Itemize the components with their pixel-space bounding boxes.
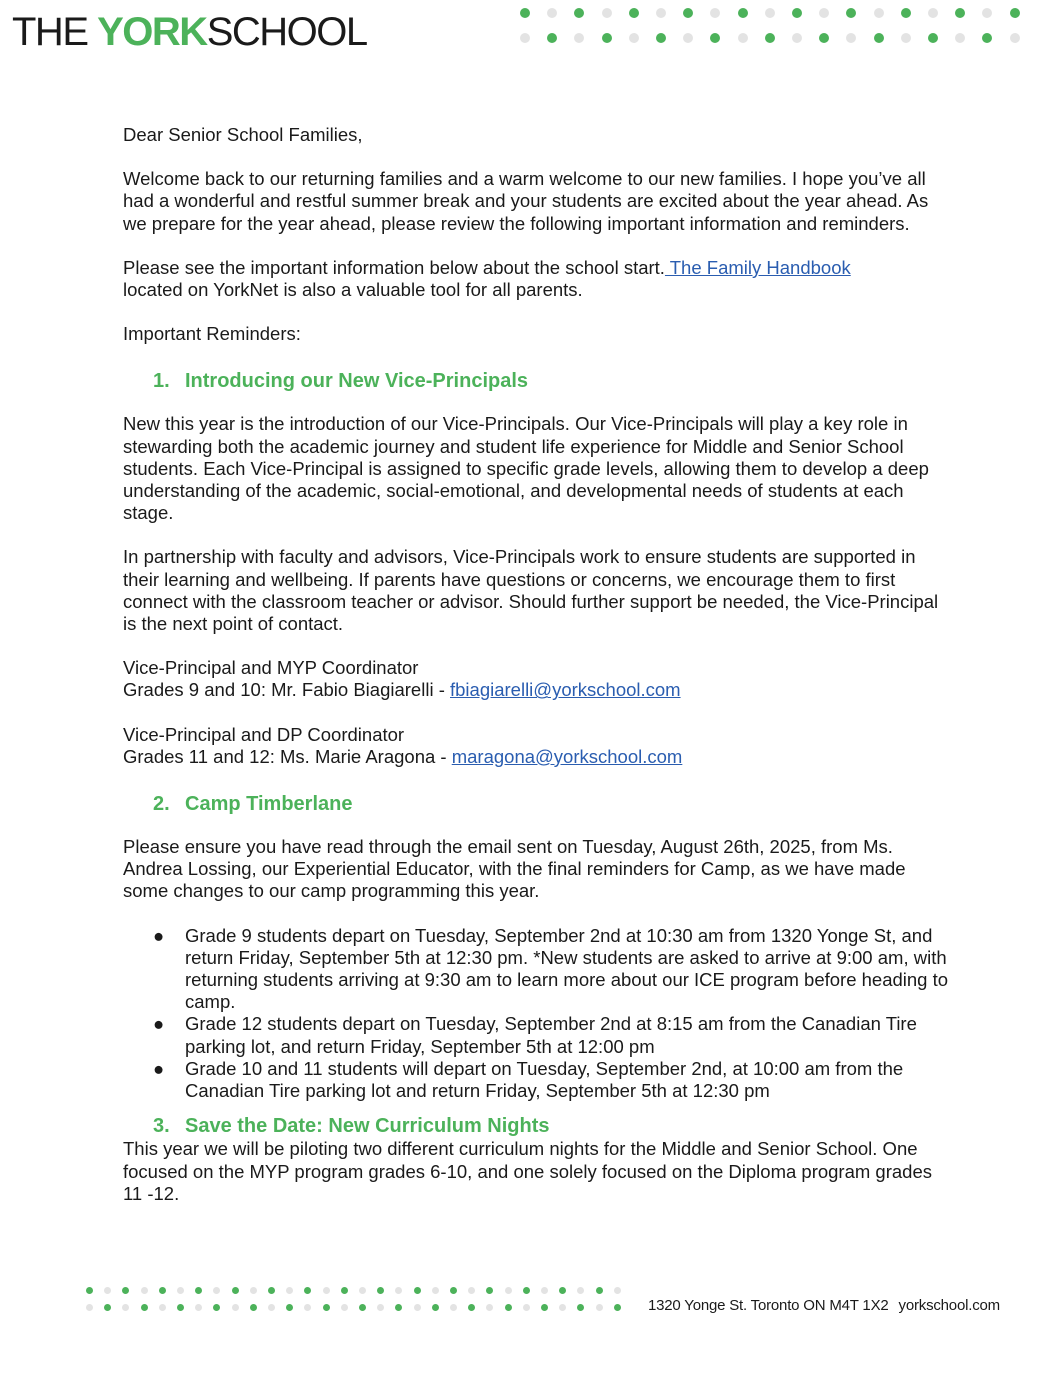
decorative-dot xyxy=(323,1287,330,1294)
decorative-dot xyxy=(468,1287,475,1294)
decorative-dot xyxy=(577,1304,584,1311)
decorative-dot xyxy=(468,1304,475,1311)
decorative-dot xyxy=(414,1304,421,1311)
email-link-aragona[interactable]: maragona@yorkschool.com xyxy=(451,745,683,767)
decorative-dot xyxy=(1010,33,1020,43)
decorative-dot xyxy=(982,33,992,43)
decorative-dot xyxy=(846,8,856,18)
decorative-dot xyxy=(450,1287,457,1294)
bullet-icon: ● xyxy=(153,1057,165,1079)
decorative-dot xyxy=(656,8,666,18)
section-heading-curriculum-nights xyxy=(123,1114,953,1138)
decorative-dot xyxy=(104,1287,111,1294)
decorative-dot xyxy=(359,1287,366,1294)
decorative-dot xyxy=(1010,8,1020,18)
decorative-dot xyxy=(710,8,720,18)
section-paragraph: Please ensure you have read through the email sent on Tuesday, August 26th, 2025, from Ms. Andrea Lossing, our Experiential Educator, with the final reminders for Camp, as we have made some changes to our camp programming this year. xyxy=(123,836,906,902)
contact-grades: Grades 11 and 12: Ms. Marie Aragona - xyxy=(123,745,452,767)
decorative-dot xyxy=(486,1287,493,1294)
decorative-dot xyxy=(602,8,612,18)
decorative-dot xyxy=(982,8,992,18)
decorative-dot xyxy=(268,1304,275,1311)
decorative-dot xyxy=(395,1287,402,1294)
decorative-dot xyxy=(268,1287,275,1294)
section-paragraph: New this year is the introduction of our Vice-Principals. Our Vice-Principals will play a key role in stewarding both the academic journey and student life experience for Middle and Senior School students. Each Vice-Principal is assigned to specific grade levels, allowing them to develop a deep understanding of the academic, social-emotional, and developmental needs of students at each stage. xyxy=(123,413,929,524)
decorative-dot xyxy=(286,1287,293,1294)
decorative-dot xyxy=(955,33,965,43)
decorative-dot xyxy=(574,8,584,18)
decorative-dot xyxy=(577,1287,584,1294)
intro-paragraph: Welcome back to our returning families and a warm welcome to our new families. I hope you’ve all had a wonderful and restful summer break and your students are excited about the year ahead. As we prepare for the year ahead, please review the following important information and reminders. xyxy=(123,168,929,234)
greeting: Dear Senior School Families, xyxy=(123,124,363,145)
decorative-dot xyxy=(232,1287,239,1294)
handbook-text-before: Please see the important information below about the school start. xyxy=(123,256,665,278)
contact-role: Vice-Principal and MYP Coordinator xyxy=(123,657,419,679)
decorative-dot xyxy=(955,8,965,18)
decorative-dot xyxy=(177,1287,184,1294)
list-item-text: Grade 9 students depart on Tuesday, September 2nd at 10:30 am from 1320 Yonge St, and return Friday, September 5th at 12:30 pm. *New students are asked to arrive at 9:00 am, with returning students arriving at 9:30 am to learn more about our ICE program before heading to camp. xyxy=(185,924,949,1013)
contact-line xyxy=(123,679,953,701)
contact-grades: Grades 9 and 10: Mr. Fabio Biagiarelli - xyxy=(123,679,450,701)
section-number: 3. xyxy=(153,1115,170,1138)
decorative-dot xyxy=(486,1304,493,1311)
decorative-dot xyxy=(523,1287,530,1294)
section-paragraph: This year we will be piloting two different curriculum nights for the Middle and Senior School. One focused on the MYP program grades 6-10, and one solely focused on the Diploma program grades 11 -12. xyxy=(123,1138,932,1204)
decorative-dot xyxy=(141,1287,148,1294)
letter-body xyxy=(123,124,953,1227)
list-item xyxy=(153,1058,953,1102)
header-dot-pattern xyxy=(520,8,1040,52)
decorative-dot xyxy=(377,1287,384,1294)
decorative-dot xyxy=(304,1287,311,1294)
decorative-dot xyxy=(738,8,748,18)
logo-school: SCHOOL xyxy=(206,10,367,54)
decorative-dot xyxy=(395,1304,402,1311)
decorative-dot xyxy=(104,1304,111,1311)
decorative-dot xyxy=(323,1304,330,1311)
decorative-dot xyxy=(602,33,612,43)
decorative-dot xyxy=(819,33,829,43)
decorative-dot xyxy=(159,1304,166,1311)
decorative-dot xyxy=(86,1304,93,1311)
decorative-dot xyxy=(656,33,666,43)
logo-the: THE xyxy=(12,10,88,54)
decorative-dot xyxy=(547,33,557,43)
decorative-dot xyxy=(792,33,802,43)
decorative-dot xyxy=(574,33,584,43)
decorative-dot xyxy=(596,1287,603,1294)
section-number: 2. xyxy=(153,793,170,816)
contact-block-dp xyxy=(123,724,953,768)
bullet-icon: ● xyxy=(153,1013,165,1035)
decorative-dot xyxy=(520,8,530,18)
handbook-text-after: located on YorkNet is also a valuable tool for all parents. xyxy=(123,279,583,301)
decorative-dot xyxy=(928,33,938,43)
decorative-dot xyxy=(432,1304,439,1311)
decorative-dot xyxy=(901,8,911,18)
decorative-dot xyxy=(141,1304,148,1311)
decorative-dot xyxy=(541,1304,548,1311)
decorative-dot xyxy=(341,1304,348,1311)
handbook-paragraph xyxy=(123,257,953,301)
decorative-dot xyxy=(596,1304,603,1311)
decorative-dot xyxy=(765,8,775,18)
decorative-dot xyxy=(629,33,639,43)
reminders-label: Important Reminders: xyxy=(123,323,301,345)
decorative-dot xyxy=(520,33,530,43)
footer-contact xyxy=(648,1297,1000,1314)
decorative-dot xyxy=(559,1287,566,1294)
contact-block-myp xyxy=(123,657,953,701)
decorative-dot xyxy=(901,33,911,43)
decorative-dot xyxy=(377,1304,384,1311)
decorative-dot xyxy=(683,33,693,43)
decorative-dot xyxy=(629,8,639,18)
decorative-dot xyxy=(874,33,884,43)
decorative-dot xyxy=(738,33,748,43)
decorative-dot xyxy=(505,1287,512,1294)
section-title: Introducing our New Vice-Principals xyxy=(185,370,529,393)
decorative-dot xyxy=(414,1287,421,1294)
section-paragraph: In partnership with faculty and advisors, Vice-Principals work to ensure students are supported in their learning and wellbeing. If parents have questions or concerns, we encourage them to first connect with the classroom teacher or advisor. Should further support be needed, the Vice-Principal is the next point of contact. xyxy=(123,546,939,635)
decorative-dot xyxy=(304,1304,311,1311)
email-link-biagiarelli[interactable]: fbiagiarelli@yorkschool.com xyxy=(450,679,681,701)
decorative-dot xyxy=(765,33,775,43)
list-item-text: Grade 10 and 11 students will depart on Tuesday, September 2nd, at 10:00 am from the Canadian Tire parking lot and return Friday, September 5th at 12:30 pm xyxy=(185,1057,904,1102)
contact-line xyxy=(123,746,953,768)
decorative-dot xyxy=(792,8,802,18)
decorative-dot xyxy=(541,1287,548,1294)
decorative-dot xyxy=(341,1287,348,1294)
decorative-dot xyxy=(614,1287,621,1294)
decorative-dot xyxy=(286,1304,293,1311)
decorative-dot xyxy=(432,1287,439,1294)
decorative-dot xyxy=(122,1287,129,1294)
decorative-dot xyxy=(250,1287,257,1294)
decorative-dot xyxy=(547,8,557,18)
family-handbook-link[interactable]: The Family Handbook xyxy=(664,256,851,278)
bullet-icon: ● xyxy=(153,924,165,946)
decorative-dot xyxy=(195,1287,202,1294)
section-title: Save the Date: New Curriculum Nights xyxy=(185,1115,550,1138)
decorative-dot xyxy=(874,8,884,18)
decorative-dot xyxy=(523,1304,530,1311)
decorative-dot xyxy=(614,1304,621,1311)
decorative-dot xyxy=(250,1304,257,1311)
list-item xyxy=(153,925,953,1014)
decorative-dot xyxy=(232,1304,239,1311)
list-item xyxy=(153,1013,953,1057)
contact-role: Vice-Principal and DP Coordinator xyxy=(123,723,405,745)
decorative-dot xyxy=(683,8,693,18)
decorative-dot xyxy=(505,1304,512,1311)
decorative-dot xyxy=(450,1304,457,1311)
decorative-dot xyxy=(559,1304,566,1311)
decorative-dot xyxy=(122,1304,129,1311)
decorative-dot xyxy=(710,33,720,43)
decorative-dot xyxy=(819,8,829,18)
list-item-text: Grade 12 students depart on Tuesday, September 2nd at 8:15 am from the Canadian Tire parking lot, and return Friday, September 5th at 12:00 pm xyxy=(185,1013,917,1057)
logo-york: YORK xyxy=(97,10,207,54)
section-heading-vice-principals xyxy=(123,369,953,393)
decorative-dot xyxy=(359,1304,366,1311)
footer-website: yorkschool.com xyxy=(898,1297,1000,1314)
section-heading-camp-timberlane xyxy=(123,792,953,816)
section-number: 1. xyxy=(153,370,170,393)
decorative-dot xyxy=(86,1287,93,1294)
footer-address: 1320 Yonge St. Toronto ON M4T 1X2 xyxy=(648,1297,889,1314)
decorative-dot xyxy=(213,1287,220,1294)
section-title: Camp Timberlane xyxy=(185,793,353,816)
decorative-dot xyxy=(928,8,938,18)
decorative-dot xyxy=(159,1287,166,1294)
decorative-dot xyxy=(195,1304,202,1311)
school-logo xyxy=(12,6,367,58)
decorative-dot xyxy=(846,33,856,43)
footer-dot-pattern xyxy=(86,1287,636,1321)
decorative-dot xyxy=(177,1304,184,1311)
decorative-dot xyxy=(213,1304,220,1311)
camp-departure-list xyxy=(123,925,953,1103)
